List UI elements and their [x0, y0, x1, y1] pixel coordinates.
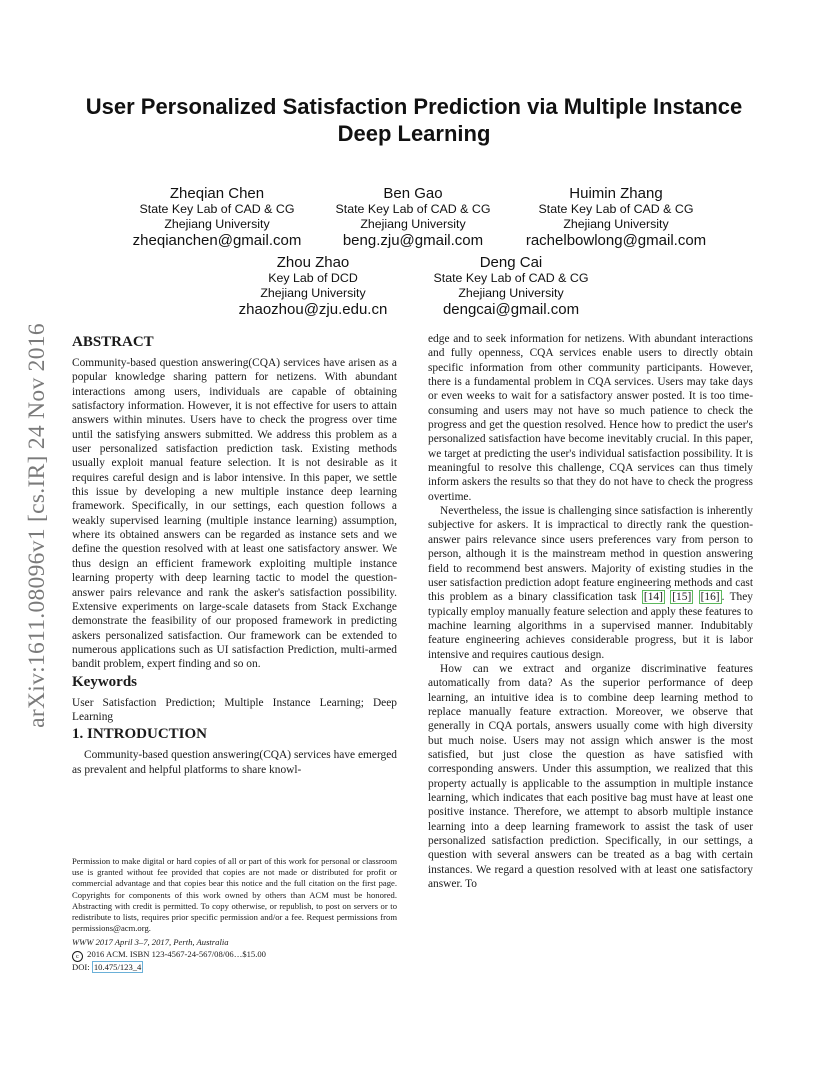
paragraph-text: . They typically employ manually feature selection and apply these features to machine learning algorithms in a supervised manner. Indubitably feature engineering achieves considerable progress, but it is labor intensive and requires cautious design. — [428, 591, 753, 661]
citation-link[interactable]: [14] — [643, 591, 663, 604]
doi-label: DOI: — [72, 961, 90, 972]
copyright-line — [72, 949, 397, 962]
intro-paragraph: edge and to seek information for netizens. With abundant interactions and fully openness, CQA services enable users to directly obtain specific information from other community participants. However, there is a fundamental problem in CQA services. Users may take days or even weeks to wait for a satisfactory answer posted. It is too time-consuming and users may not have so much patience to check the progress and get the question resolved. Hence how to predict the user's personalized satisfaction have become inevitably crucial. In this paper, we target at predicting the user's individual satisfaction possibility. It is meaningful to resolve this challenge, CQA services can thus timely inform askers the results so that they do not have to check the progress overtime. — [428, 333, 753, 503]
author-email: beng.zju@gmail.com — [342, 232, 484, 249]
author-email: zhaozhou@zju.edu.cn — [238, 301, 388, 318]
right-column — [428, 332, 753, 891]
conference-info: WWW 2017 April 3–7, 2017, Perth, Australia — [72, 937, 229, 948]
doi-link[interactable]: 10.475/123_4 — [93, 961, 142, 972]
left-column — [72, 332, 397, 777]
citation-link[interactable]: [15] — [672, 591, 692, 604]
author-email: dengcai@gmail.com — [442, 301, 580, 318]
author-institution: Zhejiang University — [458, 285, 564, 300]
author-affiliation: State Key Lab of CAD & CG — [335, 202, 491, 216]
author-name: Ben Gao — [383, 185, 443, 202]
author-name: Huimin Zhang — [569, 185, 663, 202]
keywords-heading: Keywords — [72, 673, 137, 690]
author-affiliation: State Key Lab of CAD & CG — [433, 271, 589, 285]
author-institution: Zhejiang University — [563, 216, 669, 231]
arxiv-stamp: arXiv:1611.08096v1 [cs.IR] 24 Nov 2016 — [23, 322, 50, 728]
intro-paragraph — [428, 504, 753, 662]
paragraph-text: Nevertheless, the issue is challenging since satisfaction is inherently subjective for askers. It is impractical to directly rank the question-answer pairs relevance since users preferences vary from person to person, although it is the mainstream method in question answering field to recommend best answers. Majority of existing studies in the user satisfaction prediction adopt feature engineering methods and cast this problem as a binary classification task — [428, 505, 753, 604]
author-affiliation: State Key Lab of CAD & CG — [139, 202, 295, 216]
paper-title: User Personalized Satisfaction Prediction via Multiple Instance Deep Learning — [85, 94, 743, 146]
author-block — [501, 185, 731, 249]
author-affiliation: Key Lab of DCD — [268, 271, 358, 285]
author-institution: Zhejiang University — [360, 216, 466, 231]
introduction-heading: 1. INTRODUCTION — [72, 726, 208, 743]
abstract-heading: ABSTRACT — [72, 334, 154, 350]
author-block — [298, 185, 528, 249]
abstract-text: Community-based question answering(CQA) services have arisen as a popular knowledge sharing pattern for netizens. With abundant interactions among users, individuals are capable of obtaining satisfactory information. However, it is not effective for users to attain answers within minutes. Users have to check the progress over time until the satisfying answers submitted. We address this problem as a user personalized satisfaction prediction task. Existing methods usually exploit manual feature selection. It is not desirable as it requires careful design and is labor intensive. In this paper, we settle this issue by developing a new multiple instance deep learning framework. Specifically, in our settings, each question follows a weakly supervised learning (multiple instance learning) assumption, where its obtained answers can be regarded as instance sets and we define the question resolved with at least one satisfactory answer. We thus design an efficient framework exploiting multiple instance learning property with deep learning tactic to model the question-answer pairs relevance and rank the asker's satisfaction possibility. Extensive experiments on large-scale datasets from Stack Exchange demonstrate the feasibility of our proposed framework in predicting askers personalized satisfaction. Our framework can be extended to numerous applications such as UI satisfaction Prediction, multi-armed bandit problem, expert finding and so on. — [72, 357, 397, 671]
author-institution: Zhejiang University — [164, 216, 270, 231]
doi-line — [72, 962, 397, 973]
intro-paragraph: Community-based question answering(CQA) services have emerged as prevalent and helpful platforms to share knowl- — [72, 749, 397, 776]
copyright-icon: c — [72, 951, 83, 962]
author-affiliation: State Key Lab of CAD & CG — [538, 202, 694, 216]
keywords-text: User Satisfaction Prediction; Multiple Instance Learning; Deep Learning — [72, 696, 397, 723]
citation-link[interactable]: [16] — [700, 591, 720, 604]
intro-paragraph: How can we extract and organize discriminative features automatically from data? As the superior performance of deep learning, an intuitive idea is to combine deep learning method to replace manually feature extraction. Moreover, we observe that generally in CQA portals, answers usually come with high diversity but much noise. Users may not assign which answer is the most satisfied, but just close the question as have satisfied with corresponding answers. Under this assumption, we realized that this property actually is applicable to the assumption in multiple instance learning, which indicates that each positive bag must have at least one positive instance. Therefore, we attempt to absorb multiple instance learning into a deep learning framework to assist the task of user personalized satisfaction prediction. Specifically, in our settings, a question with several answers can be treated as a bag with certain instances. We regard a question resolved with at least one satisfactory answer. To — [428, 662, 753, 891]
author-email: zheqianchen@gmail.com — [132, 232, 302, 249]
permission-notice — [72, 856, 397, 973]
author-block — [198, 254, 428, 318]
author-email: rachelbowlong@gmail.com — [525, 232, 707, 249]
copyright-text: 2016 ACM. ISBN 123-4567-24-567/08/06…$15.00 — [87, 948, 266, 959]
author-name: Zhou Zhao — [276, 254, 350, 271]
author-name: Zheqian Chen — [169, 185, 265, 202]
author-block — [396, 254, 626, 318]
author-name: Deng Cai — [479, 254, 543, 271]
author-institution: Zhejiang University — [260, 285, 366, 300]
permission-text: Permission to make digital or hard copies of all or part of this work for personal or classroom use is granted without fee provided that copies are not made or distributed for profit or commercial advantage and that copies bear this notice and the full citation on the first page. Copyrights for components of this work owned by others than ACM must be honored. Abstracting with credit is permitted. To copy otherwise, or republish, to post on servers or to redistribute to lists, requires prior specific permission and/or a fee. Request permissions from permissions@acm.org. — [72, 856, 397, 934]
